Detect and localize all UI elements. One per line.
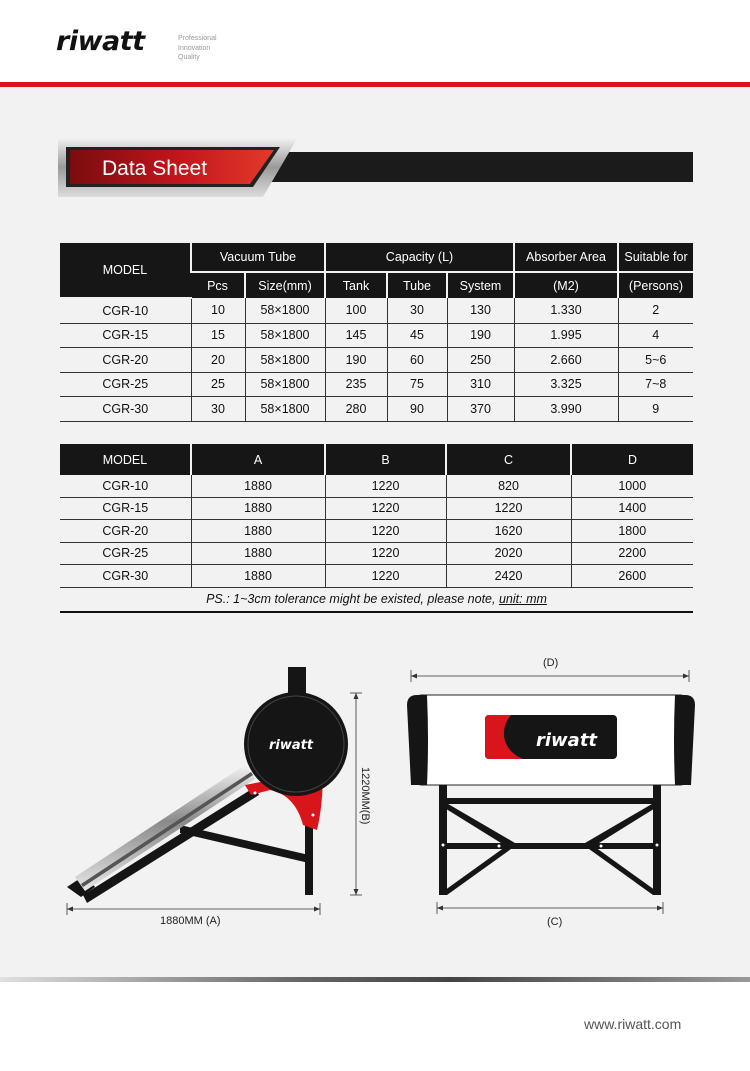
cell-system: 190 [447,323,514,348]
table-row [60,323,693,348]
table-row [60,397,693,422]
cell-model: CGR-15 [60,497,191,520]
cell-system: 370 [447,397,514,422]
section-title: Data Sheet [102,157,208,180]
table-row [60,520,693,543]
cell-model: CGR-25 [60,372,191,397]
header-persons: (Persons) [618,272,693,298]
table-row [60,298,693,323]
header-tank: Tank [325,272,387,298]
cell-persons: 5~6 [618,348,693,373]
cell-area: 1.330 [514,298,618,323]
cell-area: 1.995 [514,323,618,348]
cell-pcs: 30 [191,397,245,422]
note-unit: unit: mm [498,592,547,606]
table-row [60,372,693,397]
cell-persons: 2 [618,298,693,323]
dimension-b-label: 1220MM(B) [359,767,371,825]
header-c: C [446,444,571,475]
header-size: Size(mm) [245,272,325,298]
cell-size: 58×1800 [245,298,325,323]
cell-tube: 30 [387,298,447,323]
cell-tube: 45 [387,323,447,348]
cell-tube: 90 [387,397,447,422]
cell-a: 1880 [191,542,325,565]
cell-area: 3.325 [514,372,618,397]
cell-d: 2200 [571,542,693,565]
cell-model: CGR-20 [60,520,191,543]
cell-pcs: 15 [191,323,245,348]
dimension-a-label: 1880MM (A) [160,915,221,927]
cell-c: 2020 [446,542,571,565]
cell-model: CGR-10 [60,475,191,497]
cell-a: 1880 [191,565,325,588]
header-suitable-for: Suitable for [618,243,693,272]
header-b: B [325,444,446,475]
cell-b: 1220 [325,542,446,565]
cell-model: CGR-25 [60,542,191,565]
header-tube: Tube [387,272,447,298]
website-link[interactable]: www.riwatt.com [584,1016,682,1032]
cell-pcs: 20 [191,348,245,373]
dimension-table [60,444,693,613]
tagline-line: Innovation [178,44,211,52]
cell-area: 2.660 [514,348,618,373]
front-view-logo: riwatt [536,730,598,751]
tagline-line: Quality [178,54,200,61]
header-capacity: Capacity (L) [325,243,514,272]
cell-tank: 235 [325,372,387,397]
cell-model: CGR-30 [60,397,191,422]
table-row [60,542,693,565]
tolerance-note [60,587,693,612]
cell-tank: 190 [325,348,387,373]
header-model: MODEL [60,243,191,298]
cell-tank: 100 [325,298,387,323]
table-row [60,497,693,520]
note-text: PS.: 1~3cm tolerance might be existed, please note, [206,592,499,606]
cell-a: 1880 [191,497,325,520]
cell-model: CGR-20 [60,348,191,373]
cell-c: 1220 [446,497,571,520]
cell-a: 1880 [191,520,325,543]
cell-a: 1880 [191,475,325,497]
cell-persons: 7~8 [618,372,693,397]
front-view-diagram [405,655,700,925]
section-title-bar [255,152,693,182]
cell-model: CGR-30 [60,565,191,588]
cell-d: 1800 [571,520,693,543]
header-pcs: Pcs [191,272,245,298]
cell-model: CGR-10 [60,298,191,323]
cell-tank: 145 [325,323,387,348]
cell-c: 1620 [446,520,571,543]
header-model: MODEL [60,444,191,475]
cell-c: 2420 [446,565,571,588]
dimension-d-label: (D) [543,657,559,669]
tagline-line: Professional [178,35,217,42]
cell-c: 820 [446,475,571,497]
cell-tube: 60 [387,348,447,373]
cell-d: 1000 [571,475,693,497]
cell-persons: 4 [618,323,693,348]
table-row [60,565,693,588]
cell-model: CGR-15 [60,323,191,348]
cell-d: 1400 [571,497,693,520]
cell-system: 130 [447,298,514,323]
header-d: D [571,444,693,475]
header-a: A [191,444,325,475]
side-view-diagram [55,655,385,935]
cell-b: 1220 [325,520,446,543]
cell-pcs: 10 [191,298,245,323]
cell-system: 250 [447,348,514,373]
header-system: System [447,272,514,298]
header-absorber-unit: (M2) [514,272,618,298]
cell-d: 2600 [571,565,693,588]
header-absorber-area: Absorber Area [514,243,618,272]
header-vacuum-tube: Vacuum Tube [191,243,325,272]
dimension-c-label: (C) [547,916,563,928]
side-view-logo: riwatt [269,738,314,753]
cell-size: 58×1800 [245,323,325,348]
cell-tank: 280 [325,397,387,422]
table-row [60,348,693,373]
cell-pcs: 25 [191,372,245,397]
cell-tube: 75 [387,372,447,397]
cell-system: 310 [447,372,514,397]
cell-b: 1220 [325,565,446,588]
cell-size: 58×1800 [245,348,325,373]
brand-tagline [178,34,217,63]
cell-persons: 9 [618,397,693,422]
header-red-bar [0,82,750,87]
cell-area: 3.990 [514,397,618,422]
cell-size: 58×1800 [245,372,325,397]
cell-size: 58×1800 [245,397,325,422]
cell-b: 1220 [325,475,446,497]
cell-b: 1220 [325,497,446,520]
table-row [60,475,693,497]
spec-table [60,243,693,422]
brand-logo: riwatt [56,26,145,57]
